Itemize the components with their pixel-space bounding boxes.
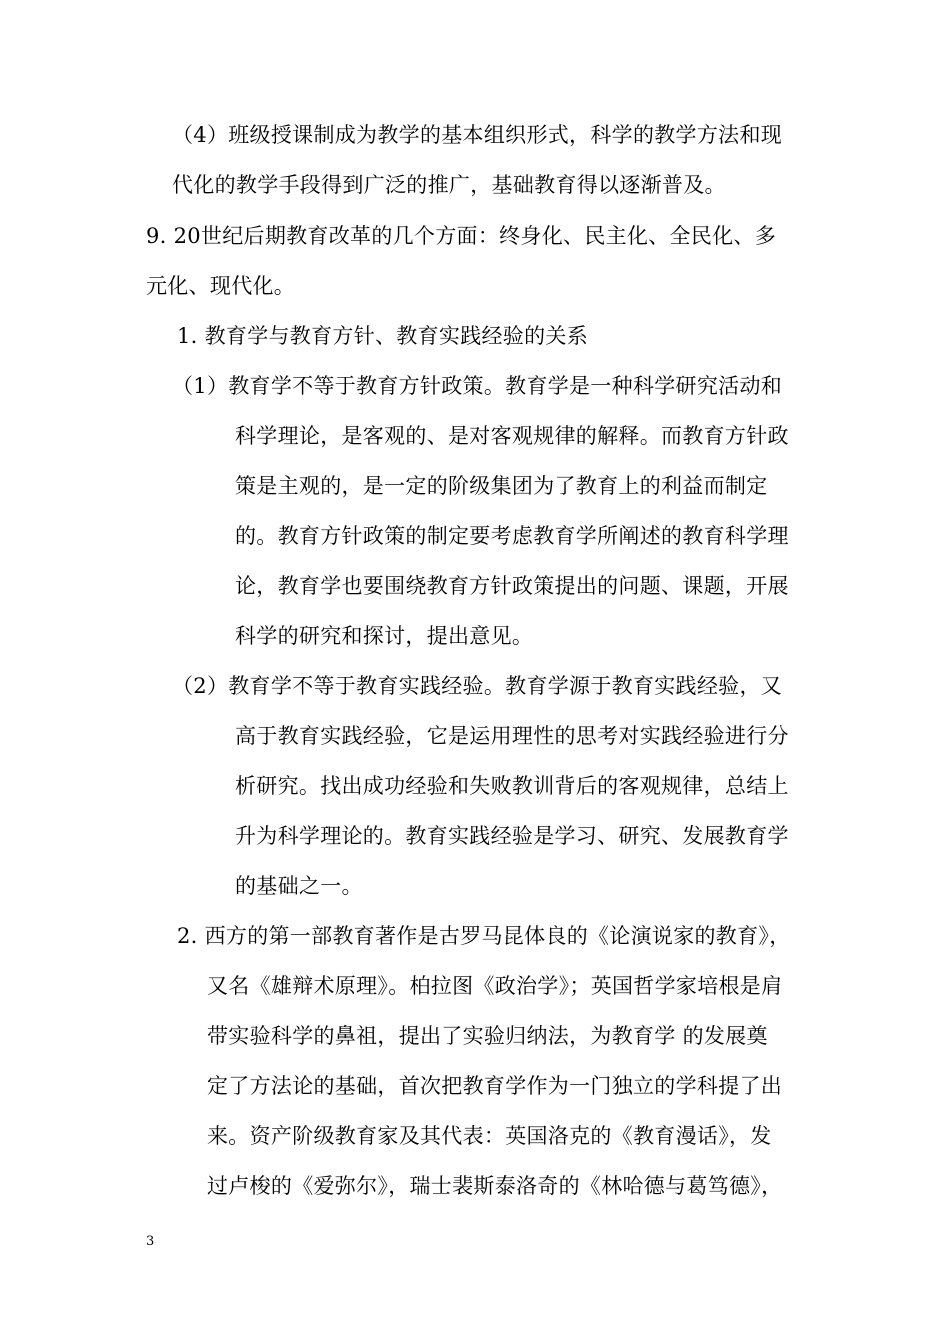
page-number: 3	[146, 1234, 155, 1249]
text-line: 来。资产阶级教育家及其代表：英国洛克的《教育漫话》，发	[207, 1124, 772, 1148]
text-line: 过卢梭的《爱弥尔》，瑞士裴斯泰洛奇的《林哈德与葛笃德》，	[207, 1174, 783, 1198]
text-line: 策是主观的，是一定的阶级集团为了教育上的利益而制定	[235, 474, 768, 498]
text-line: 的。教育方针政策的制定要考虑教育学所阐述的教育科学理	[235, 524, 789, 548]
text-line: 9. 20世纪后期教育改革的几个方面：终身化、民主化、全民化、多	[146, 224, 777, 248]
text-line: 科学理论，是客观的、是对客观规律的解释。而教育方针政	[235, 424, 789, 448]
text-line: 代化的教学手段得到广泛的推广，基础教育得以逐渐普及。	[172, 173, 726, 197]
text-line: 科学的研究和探讨，提出意见。	[235, 624, 534, 648]
text-line: 元化、现代化。	[146, 274, 296, 298]
text-line: 高于教育实践经验，它是运用理性的思考对实践经验进行分	[235, 724, 789, 748]
text-line: 析研究。找出成功经验和失败教训背后的客观规律，总结上	[235, 774, 789, 798]
text-line: 定了方法论的基础，首次把教育学作为一门独立的学科提了出	[207, 1074, 783, 1098]
text-line: 带实验科学的鼻祖，提出了实验归纳法，为教育学 的发展奠	[207, 1024, 768, 1048]
text-line: （4）班级授课制成为教学的基本组织形式，科学的教学方法和现	[172, 123, 783, 147]
text-line: 2. 西方的第一部教育著作是古罗马昆体良的《论演说家的教育》，	[177, 924, 791, 948]
text-line: 升为科学理论的。教育实践经验是学习、研究、发展教育学	[235, 824, 789, 848]
text-line: （2）教育学不等于教育实践经验。教育学源于教育实践经验，又	[172, 674, 783, 698]
text-line: 1. 教育学与教育方针、教育实践经验的关系	[177, 324, 589, 348]
text-line: （1）教育学不等于教育方针政策。教育学是一种科学研究活动和	[172, 374, 783, 398]
text-line: 论，教育学也要围绕教育方针政策提出的问题、课题，开展	[235, 574, 789, 598]
text-line: 又名《雄辩术原理》。柏拉图《政治学》；英国哲学家培根是肩	[207, 974, 783, 998]
text-line: 的基础之一。	[235, 874, 363, 898]
